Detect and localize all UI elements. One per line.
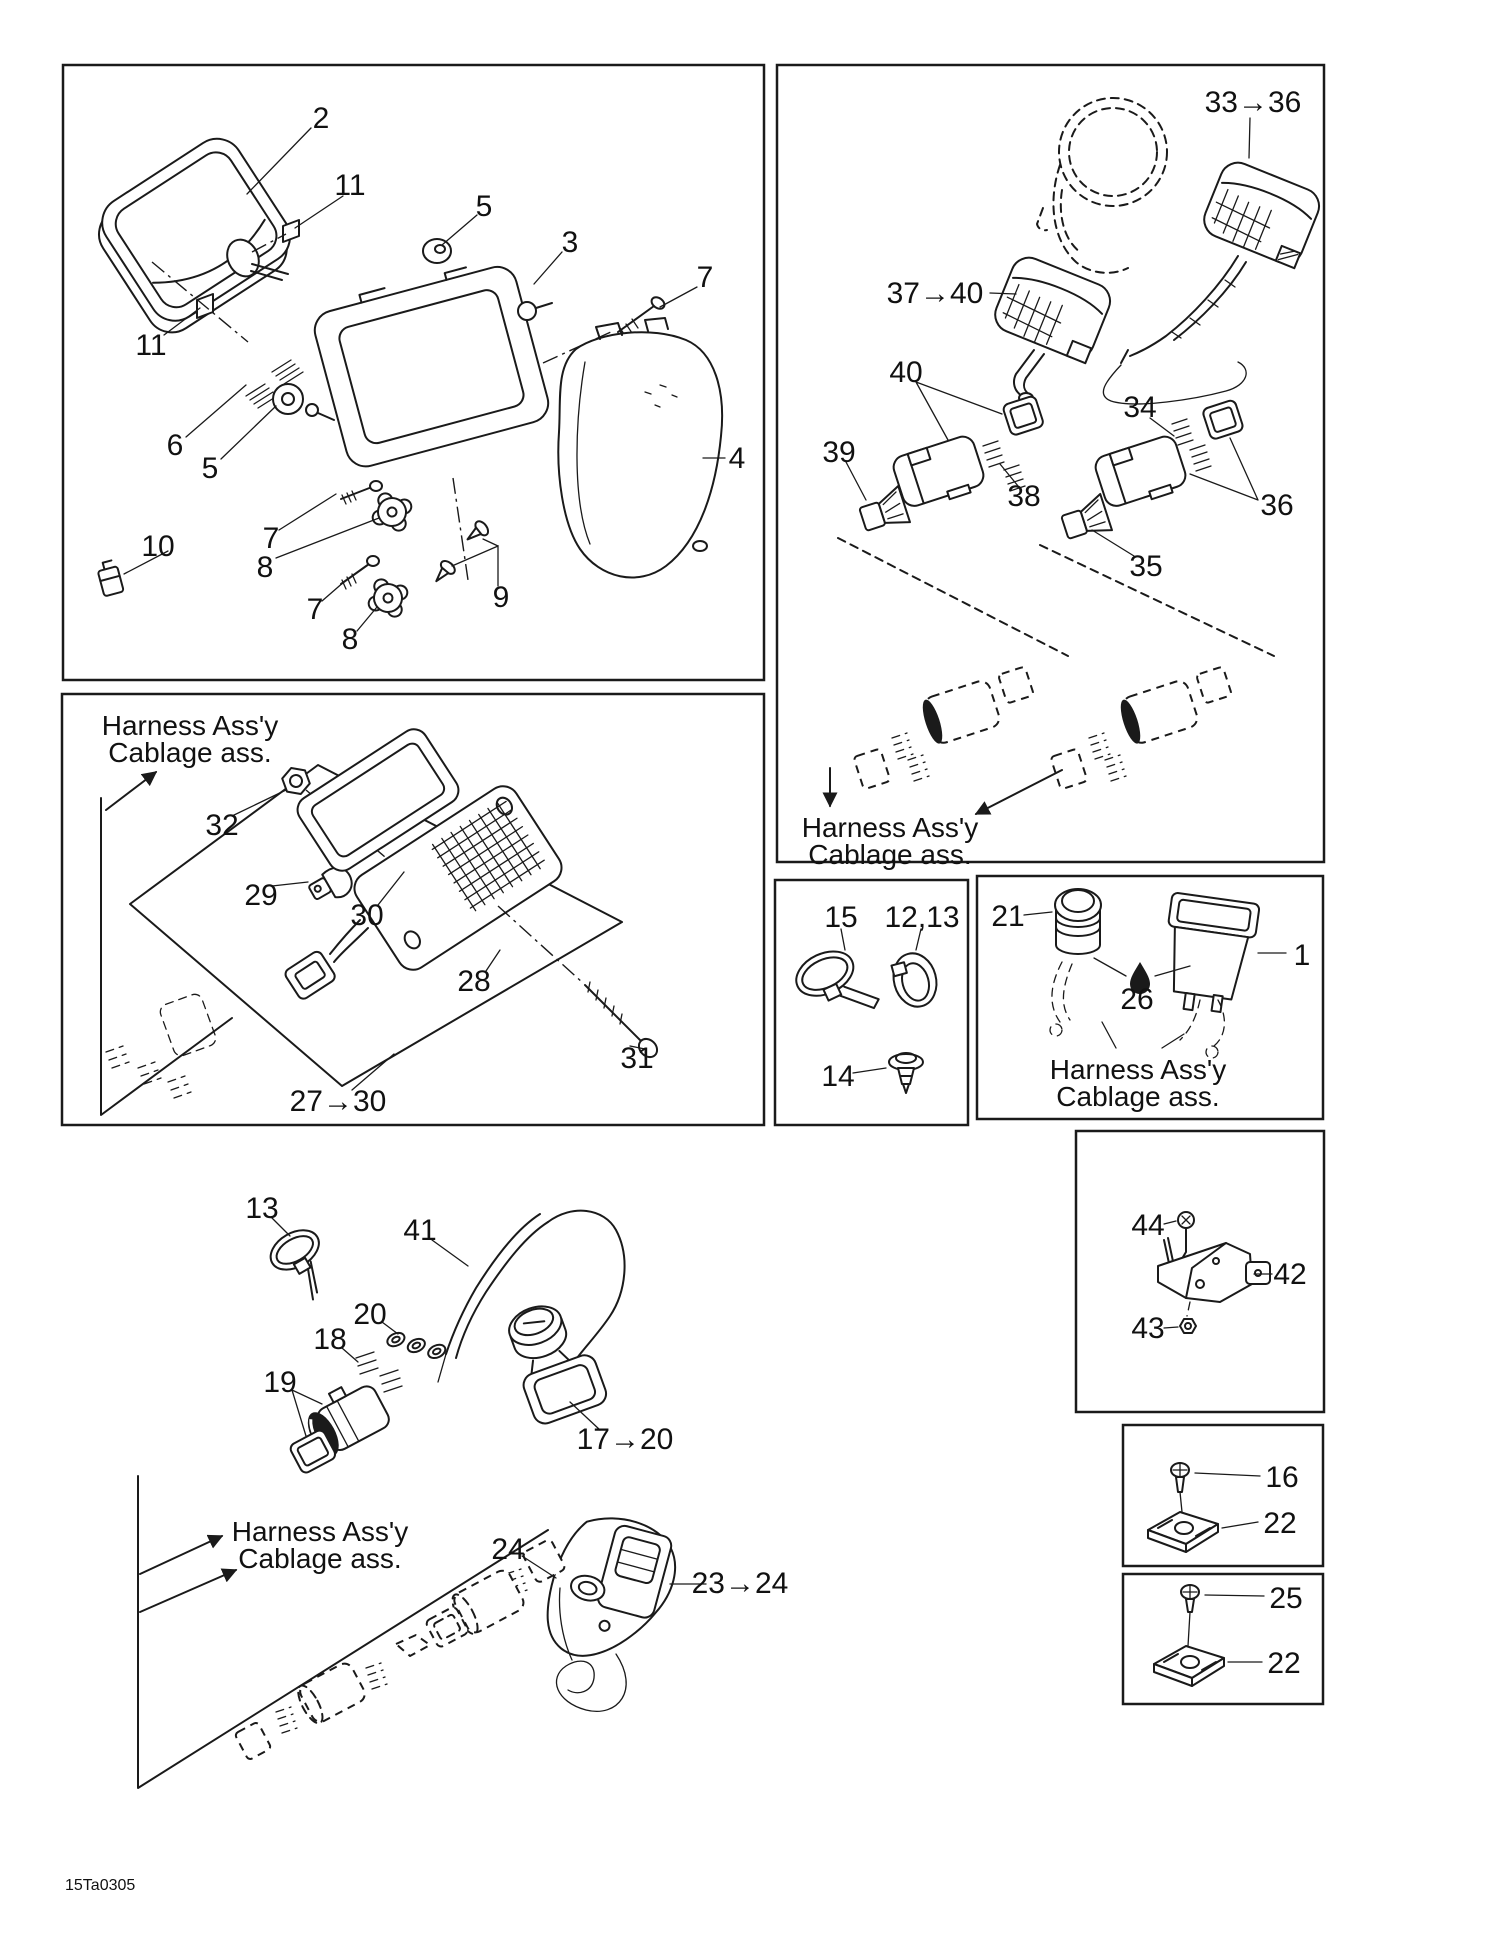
part-label-12,13: 12,13 bbox=[884, 901, 960, 934]
nut-43-icon bbox=[1180, 1319, 1196, 1333]
terminal-pins-icon bbox=[1190, 445, 1211, 471]
screw-16-icon bbox=[1171, 1463, 1189, 1492]
part-label-17→20: 17→20 bbox=[576, 1423, 674, 1456]
part-label-3: 3 bbox=[561, 226, 579, 259]
part-label-14: 14 bbox=[821, 1060, 855, 1093]
harness-routing-dashes bbox=[838, 538, 1274, 656]
figure-code: 15Ta0305 bbox=[65, 1877, 136, 1894]
part-label-23→24: 23→24 bbox=[691, 1567, 789, 1600]
harness-note: Harness Ass'y Cablage ass. bbox=[101, 710, 279, 768]
part-label-10: 10 bbox=[141, 530, 175, 563]
part-label-26: 26 bbox=[1120, 983, 1154, 1016]
connector-cap-icon bbox=[1202, 399, 1244, 440]
part-label-29: 29 bbox=[244, 879, 278, 912]
harness-arrow bbox=[140, 1536, 222, 1574]
part-label-34: 34 bbox=[1123, 391, 1157, 424]
clamp-16-drawing bbox=[1148, 1463, 1260, 1552]
part-label-28: 28 bbox=[457, 965, 491, 998]
part-label-15: 15 bbox=[824, 901, 858, 934]
headlight-lens-icon bbox=[85, 129, 305, 342]
speedometer-icon bbox=[1037, 98, 1167, 273]
clamp-22-icon bbox=[1148, 1512, 1218, 1552]
knob-8-icon bbox=[371, 492, 413, 533]
screw-25-icon bbox=[1181, 1585, 1199, 1612]
screw-31-icon bbox=[585, 985, 642, 1042]
clip-12-13-icon bbox=[888, 948, 943, 1011]
part-label-5: 5 bbox=[475, 190, 493, 223]
part-label-36: 36 bbox=[1260, 489, 1294, 522]
connector-19-icon bbox=[289, 1374, 393, 1475]
bulb-socket-40-icon bbox=[891, 434, 988, 513]
part-label-25: 25 bbox=[1269, 1582, 1303, 1615]
part-label-30: 30 bbox=[350, 899, 384, 932]
part-label-44: 44 bbox=[1131, 1209, 1165, 1242]
part-label-13: 13 bbox=[245, 1192, 279, 1225]
clamp-22-icon bbox=[1154, 1646, 1224, 1686]
harness-spread-lines bbox=[101, 798, 232, 1115]
part-label-39: 39 bbox=[822, 436, 856, 469]
part-label-33→36: 33→36 bbox=[1204, 86, 1302, 119]
screw-9-icon bbox=[430, 558, 457, 586]
ignition-switch-icon bbox=[499, 1294, 609, 1427]
part-label-31: 31 bbox=[620, 1042, 654, 1075]
part-label-41: 41 bbox=[403, 1214, 437, 1247]
terminal-pins-icon bbox=[983, 441, 1004, 467]
cable-tie-13-icon bbox=[264, 1222, 344, 1308]
part-label-7: 7 bbox=[306, 593, 324, 626]
harness-note: Harness Ass'y Cablage ass. bbox=[1049, 1054, 1227, 1112]
screw-44-icon bbox=[1178, 1212, 1194, 1257]
headlight-housing-icon bbox=[308, 255, 552, 471]
part-label-32: 32 bbox=[205, 809, 239, 842]
harness-terminals-icon bbox=[106, 992, 218, 1098]
bolt-7-icon bbox=[341, 487, 372, 499]
harness-arrow bbox=[140, 1570, 236, 1612]
part-label-8: 8 bbox=[256, 551, 274, 584]
part-label-43: 43 bbox=[1131, 1312, 1165, 1345]
grommet-35-icon bbox=[1058, 494, 1112, 544]
clip-10-icon bbox=[96, 559, 124, 596]
gauges-drawing bbox=[830, 98, 1324, 814]
bulb-socket-36-icon bbox=[1093, 434, 1190, 513]
rocker-switch-1-icon bbox=[1157, 892, 1260, 1017]
part-label-11: 11 bbox=[135, 329, 167, 362]
wire-41-icon bbox=[438, 1211, 625, 1382]
taillight-plug-icon bbox=[283, 950, 337, 1001]
part-label-27→30: 27→30 bbox=[289, 1085, 387, 1118]
clamp-25-drawing bbox=[1154, 1585, 1264, 1686]
part-label-11: 11 bbox=[334, 169, 366, 202]
part-label-5: 5 bbox=[201, 452, 219, 485]
cable-tie-15-icon bbox=[789, 939, 881, 1033]
socket-switch-drawing bbox=[1024, 889, 1286, 1058]
part-label-24: 24 bbox=[491, 1533, 525, 1566]
part-label-42: 42 bbox=[1273, 1258, 1307, 1291]
part-label-8: 8 bbox=[341, 623, 359, 656]
bracket-drawing bbox=[1158, 1212, 1272, 1333]
push-fastener-14-icon bbox=[889, 1053, 923, 1093]
harness-note: Harness Ass'y Cablage ass. bbox=[231, 1516, 409, 1574]
harness-connector-assembly-icon bbox=[853, 666, 1034, 789]
switch-wire-icon bbox=[556, 1654, 626, 1711]
part-label-20: 20 bbox=[353, 1298, 387, 1331]
part-label-7: 7 bbox=[696, 261, 714, 294]
pilot-lamp-33-36-icon bbox=[1199, 157, 1325, 268]
side-cover-icon bbox=[558, 318, 722, 577]
part-label-16: 16 bbox=[1265, 1461, 1299, 1494]
harness-note: Harness Ass'y Cablage ass. bbox=[801, 812, 979, 870]
part-label-38: 38 bbox=[1007, 480, 1041, 513]
harness-arrow bbox=[976, 770, 1062, 814]
part-label-7: 7 bbox=[262, 522, 280, 555]
part-label-19: 19 bbox=[263, 1366, 297, 1399]
steering-harness-drawing bbox=[138, 1211, 706, 1788]
panel-clamp-screw-16 bbox=[1123, 1425, 1323, 1566]
part-label-2: 2 bbox=[312, 102, 330, 135]
part-label-35: 35 bbox=[1129, 550, 1163, 583]
small-fasteners-drawing bbox=[789, 929, 942, 1093]
grommet-5-icon bbox=[423, 239, 451, 263]
connector-cap-icon bbox=[1002, 395, 1044, 436]
part-label-22: 22 bbox=[1263, 1507, 1297, 1540]
headlight-drawing bbox=[85, 128, 725, 631]
part-label-18: 18 bbox=[313, 1323, 347, 1356]
washers-20-icon bbox=[385, 1317, 447, 1374]
part-label-37→40: 37→40 bbox=[886, 277, 984, 310]
part-label-22: 22 bbox=[1267, 1647, 1301, 1680]
part-label-4: 4 bbox=[728, 442, 746, 475]
screw-9-icon bbox=[463, 519, 491, 546]
harness-connector-assembly-icon bbox=[1050, 666, 1232, 789]
harness-arrow bbox=[106, 772, 156, 810]
part-label-6: 6 bbox=[166, 429, 184, 462]
pilot-lamp-37-40-icon bbox=[990, 252, 1116, 363]
grommet-5-icon bbox=[273, 384, 303, 414]
thumb-switch-icon bbox=[536, 1505, 686, 1674]
leader-lines bbox=[1205, 1595, 1264, 1662]
part-label-21: 21 bbox=[991, 900, 1025, 933]
accessory-socket-21-icon bbox=[1055, 889, 1101, 954]
part-label-1: 1 bbox=[1293, 939, 1311, 972]
bracket-42-icon bbox=[1158, 1243, 1270, 1302]
part-label-9: 9 bbox=[492, 581, 510, 614]
terminals-18-icon bbox=[356, 1352, 402, 1392]
part-label-40: 40 bbox=[889, 356, 923, 389]
